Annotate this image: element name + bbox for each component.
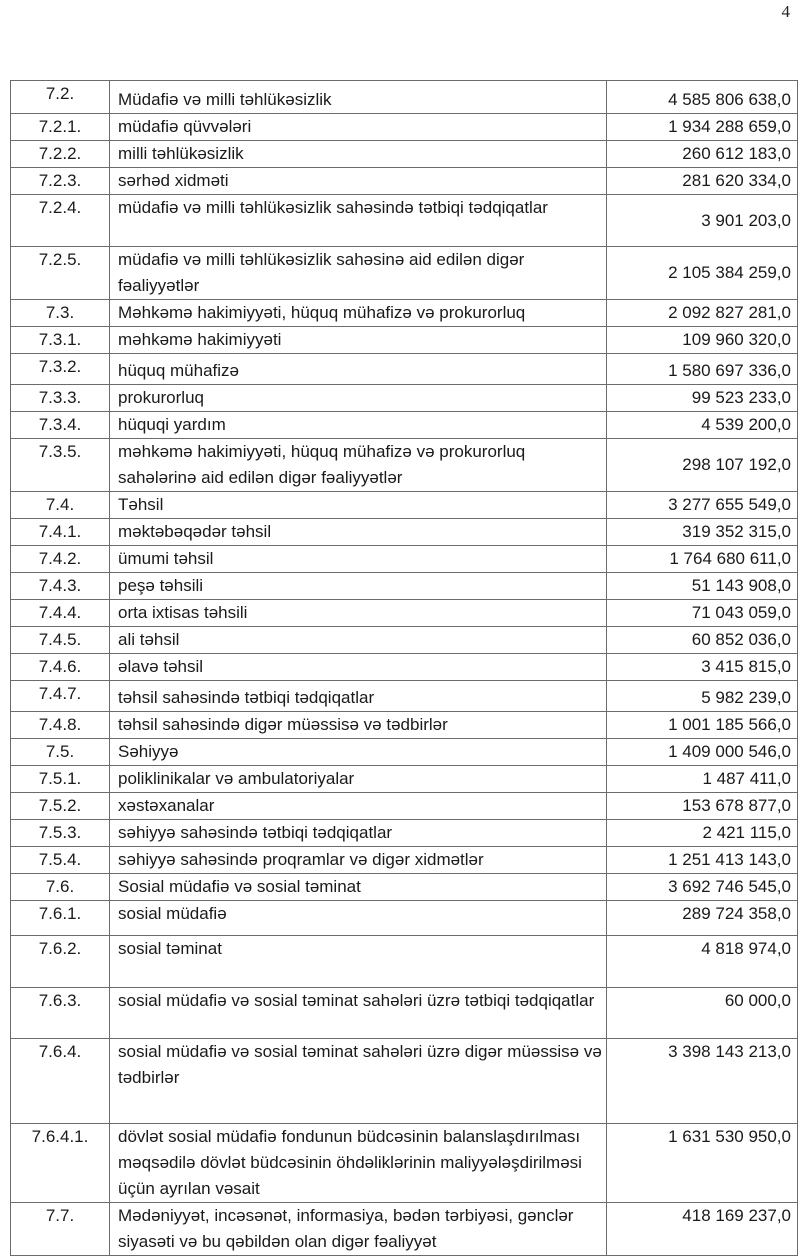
row-amount: 2 105 384 259,0: [607, 247, 798, 300]
row-name: sərhəd xidməti: [110, 168, 607, 195]
row-amount: 60 000,0: [607, 988, 798, 1039]
row-code: 7.2.1.: [11, 114, 110, 141]
table-row: [11, 327, 798, 354]
row-amount: 1 934 288 659,0: [607, 114, 798, 141]
table-row: [11, 573, 798, 600]
row-name: müdafiə qüvvələri: [110, 114, 607, 141]
row-amount: 109 960 320,0: [607, 327, 798, 354]
row-code: 7.5.: [11, 739, 110, 766]
table-row: [11, 1203, 798, 1256]
row-name: dövlət sosial müdafiə fondunun büdcəsinin balanslaşdırılması məqsədilə dövlət büdcəsinin öhdəliklərinin maliyyələşdirilməsi üçün ayrılan vəsait: [110, 1124, 607, 1203]
table-row: [11, 1039, 798, 1124]
row-name: təhsil sahəsində tətbiqi tədqiqatlar: [110, 681, 607, 712]
table-row: [11, 739, 798, 766]
table-row: [11, 600, 798, 627]
row-name: sosial müdafiə və sosial təminat sahələri üzrə tətbiqi tədqiqatlar: [110, 988, 607, 1039]
row-name: səhiyyə sahəsində tətbiqi tədqiqatlar: [110, 820, 607, 847]
row-code: 7.3.5.: [11, 439, 110, 492]
table-row: [11, 195, 798, 247]
row-code: 7.5.3.: [11, 820, 110, 847]
row-amount: 3 277 655 549,0: [607, 492, 798, 519]
row-code: 7.2.4.: [11, 195, 110, 247]
row-amount: 4 818 974,0: [607, 936, 798, 988]
row-name: məhkəmə hakimiyyəti: [110, 327, 607, 354]
table-row: [11, 712, 798, 739]
table-row: [11, 766, 798, 793]
row-amount: 1 409 000 546,0: [607, 739, 798, 766]
row-amount: 4 539 200,0: [607, 412, 798, 439]
row-amount: 1 487 411,0: [607, 766, 798, 793]
row-amount: 4 585 806 638,0: [607, 81, 798, 114]
row-code: 7.2.5.: [11, 247, 110, 300]
row-name: ümumi təhsil: [110, 546, 607, 573]
row-code: 7.6.3.: [11, 988, 110, 1039]
row-name: Sosial müdafiə və sosial təminat: [110, 874, 607, 901]
row-name: poliklinikalar və ambulatoriyalar: [110, 766, 607, 793]
table-row: [11, 247, 798, 300]
row-name: Müdafiə və milli təhlükəsizlik: [110, 81, 607, 114]
row-amount: 260 612 183,0: [607, 141, 798, 168]
table-row: [11, 412, 798, 439]
row-code: 7.4.5.: [11, 627, 110, 654]
row-code: 7.3.3.: [11, 385, 110, 412]
row-code: 7.6.1.: [11, 901, 110, 936]
table-row: [11, 114, 798, 141]
row-name: Mədəniyyət, incəsənət, informasiya, bədən tərbiyəsi, gənclər siyasəti və bu qəbildən olan digər fəaliyyət: [110, 1203, 607, 1256]
table-row: [11, 654, 798, 681]
table-row: [11, 492, 798, 519]
row-amount: 418 169 237,0: [607, 1203, 798, 1256]
row-name: sosial təminat: [110, 936, 607, 988]
row-amount: 2 421 115,0: [607, 820, 798, 847]
row-code: 7.4.3.: [11, 573, 110, 600]
row-name: peşə təhsili: [110, 573, 607, 600]
row-name: sosial müdafiə və sosial təminat sahələri üzrə digər müəssisə və tədbirlər: [110, 1039, 607, 1124]
row-name: hüquqi yardım: [110, 412, 607, 439]
row-code: 7.4.4.: [11, 600, 110, 627]
row-code: 7.4.7.: [11, 681, 110, 712]
table-row: [11, 300, 798, 327]
row-amount: 1 764 680 611,0: [607, 546, 798, 573]
row-amount: 99 523 233,0: [607, 385, 798, 412]
row-amount: 319 352 315,0: [607, 519, 798, 546]
row-name: məhkəmə hakimiyyəti, hüquq mühafizə və prokurorluq sahələrinə aid edilən digər fəaliyyətlər: [110, 439, 607, 492]
row-name: milli təhlükəsizlik: [110, 141, 607, 168]
row-code: 7.3.2.: [11, 354, 110, 385]
table-row: [11, 820, 798, 847]
row-name: hüquq mühafizə: [110, 354, 607, 385]
row-amount: 153 678 877,0: [607, 793, 798, 820]
row-name: sosial müdafiə: [110, 901, 607, 936]
row-amount: 298 107 192,0: [607, 439, 798, 492]
row-code: 7.6.2.: [11, 936, 110, 988]
row-name: əlavə təhsil: [110, 654, 607, 681]
row-code: 7.4.2.: [11, 546, 110, 573]
row-code: 7.6.4.: [11, 1039, 110, 1124]
table-row: [11, 141, 798, 168]
row-name: təhsil sahəsində digər müəssisə və tədbirlər: [110, 712, 607, 739]
row-amount: 289 724 358,0: [607, 901, 798, 936]
row-name: orta ixtisas təhsili: [110, 600, 607, 627]
row-amount: 3 415 815,0: [607, 654, 798, 681]
row-amount: 51 143 908,0: [607, 573, 798, 600]
row-amount: 3 398 143 213,0: [607, 1039, 798, 1124]
table-row: [11, 81, 798, 114]
row-code: 7.4.8.: [11, 712, 110, 739]
table-row: [11, 847, 798, 874]
row-code: 7.2.2.: [11, 141, 110, 168]
row-name: Təhsil: [110, 492, 607, 519]
row-code: 7.3.4.: [11, 412, 110, 439]
table-row: [11, 627, 798, 654]
table-row: [11, 354, 798, 385]
row-name: prokurorluq: [110, 385, 607, 412]
row-code: 7.2.3.: [11, 168, 110, 195]
row-name: xəstəxanalar: [110, 793, 607, 820]
row-amount: 71 043 059,0: [607, 600, 798, 627]
row-amount: 3 692 746 545,0: [607, 874, 798, 901]
row-name: məktəbəqədər təhsil: [110, 519, 607, 546]
row-code: 7.6.4.1.: [11, 1124, 110, 1203]
row-name: ali təhsil: [110, 627, 607, 654]
row-amount: 1 631 530 950,0: [607, 1124, 798, 1203]
row-amount: 1 001 185 566,0: [607, 712, 798, 739]
row-name: səhiyyə sahəsində proqramlar və digər xidmətlər: [110, 847, 607, 874]
table-row: [11, 168, 798, 195]
budget-table: [10, 80, 798, 1256]
page-number: 4: [781, 2, 790, 21]
row-amount: 3 901 203,0: [607, 195, 798, 247]
row-name: müdafiə və milli təhlükəsizlik sahəsində tətbiqi tədqiqatlar: [110, 195, 607, 247]
table-row: [11, 1124, 798, 1203]
row-code: 7.4.: [11, 492, 110, 519]
row-code: 7.4.6.: [11, 654, 110, 681]
table-row: [11, 874, 798, 901]
table-row: [11, 901, 798, 936]
table-row: [11, 439, 798, 492]
table-row: [11, 988, 798, 1039]
row-name: Məhkəmə hakimiyyəti, hüquq mühafizə və prokurorluq: [110, 300, 607, 327]
row-code: 7.3.1.: [11, 327, 110, 354]
row-amount: 281 620 334,0: [607, 168, 798, 195]
table-row: [11, 385, 798, 412]
row-code: 7.3.: [11, 300, 110, 327]
table-row: [11, 936, 798, 988]
row-amount: 5 982 239,0: [607, 681, 798, 712]
row-name: müdafiə və milli təhlükəsizlik sahəsinə aid edilən digər fəaliyyətlər: [110, 247, 607, 300]
row-code: 7.5.2.: [11, 793, 110, 820]
row-amount: 1 580 697 336,0: [607, 354, 798, 385]
row-amount: 1 251 413 143,0: [607, 847, 798, 874]
row-code: 7.6.: [11, 874, 110, 901]
row-code: 7.2.: [11, 81, 110, 114]
table-row: [11, 681, 798, 712]
row-amount: 2 092 827 281,0: [607, 300, 798, 327]
row-code: 7.7.: [11, 1203, 110, 1256]
table-row: [11, 546, 798, 573]
row-code: 7.5.4.: [11, 847, 110, 874]
table-row: [11, 793, 798, 820]
row-name: Səhiyyə: [110, 739, 607, 766]
table-row: [11, 519, 798, 546]
row-code: 7.4.1.: [11, 519, 110, 546]
row-amount: 60 852 036,0: [607, 627, 798, 654]
row-code: 7.5.1.: [11, 766, 110, 793]
